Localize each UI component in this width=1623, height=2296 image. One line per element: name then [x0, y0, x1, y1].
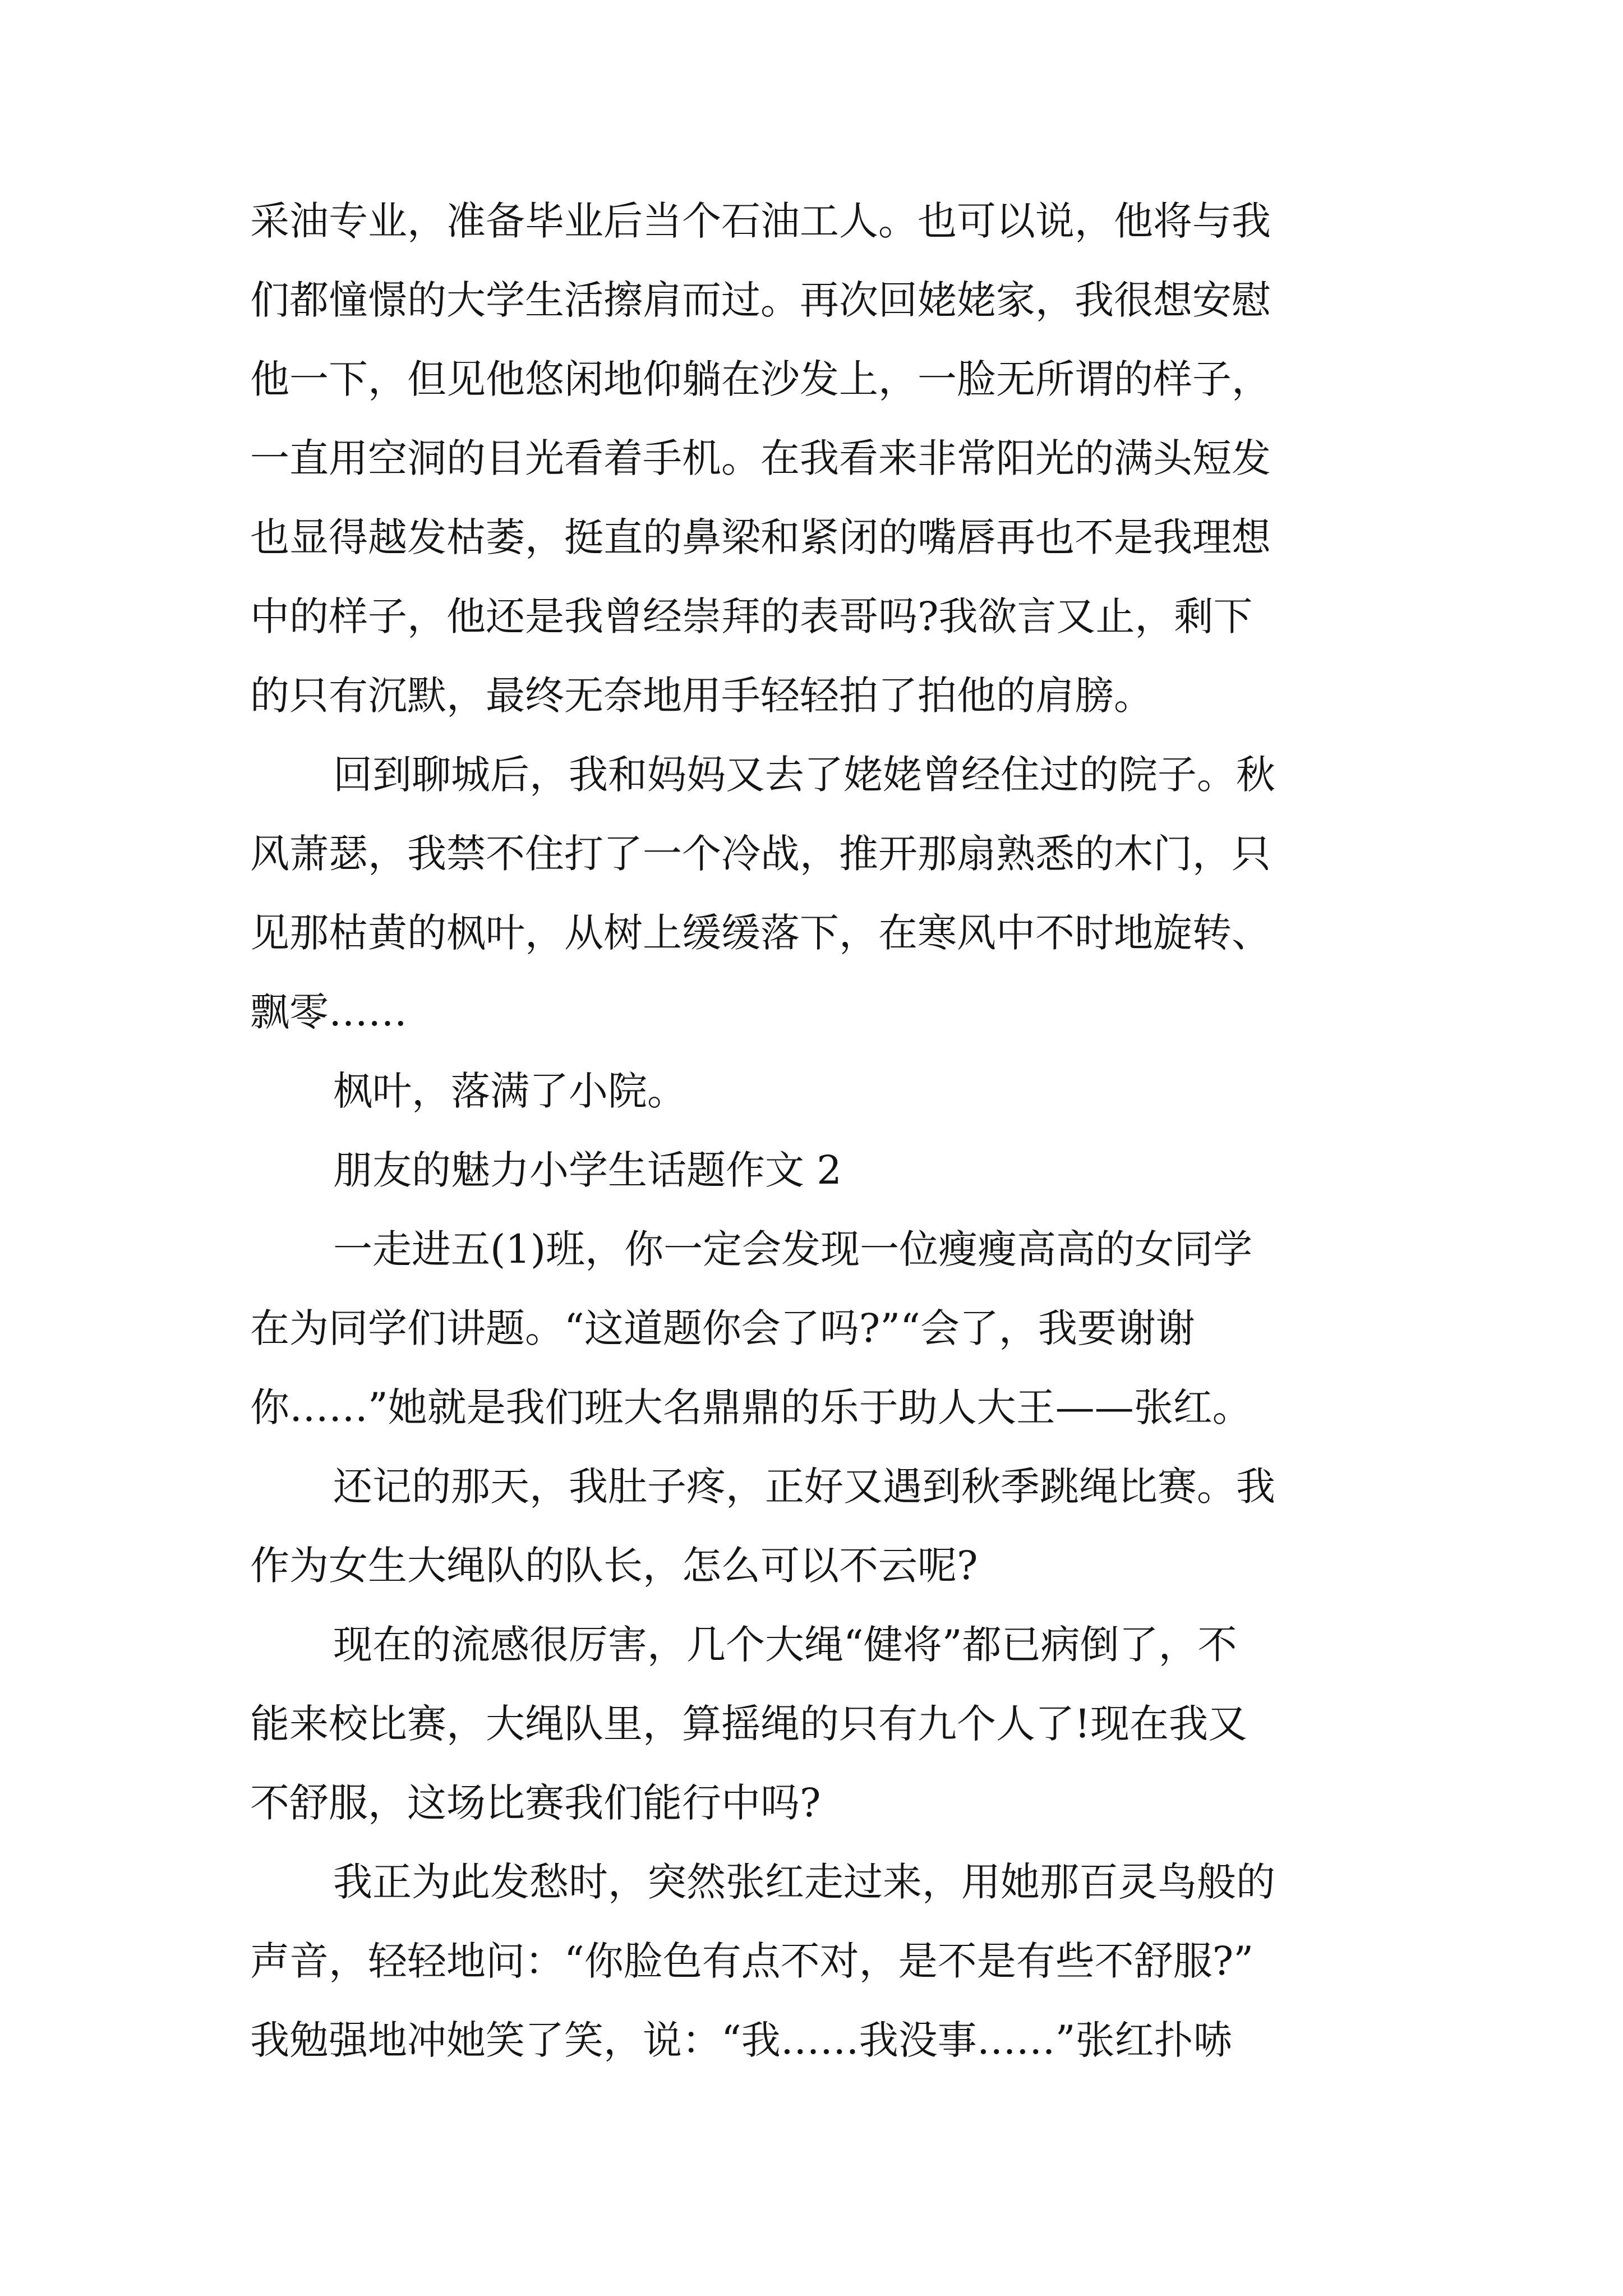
paragraph-first-line: 回到聊城后，我和妈妈又去了姥姥曾经住过的院子。秋 — [333, 752, 1275, 798]
text-line: 见那枯黄的枫叶，从树上缓缓落下，在寒风中不时地旋转、 — [250, 910, 1271, 956]
text-line: 采油专业，准备毕业后当个石油工人。也可以说，他将与我 — [250, 198, 1271, 244]
text-line: 一直用空洞的目光看着手机。在我看来非常阳光的满头短发 — [250, 435, 1271, 481]
text-line: 你……”她就是我们班大名鼎鼎的乐于助人大王——张红。 — [250, 1384, 1252, 1430]
paragraph-first-line: 还记的那天，我肚子疼，正好又遇到秋季跳绳比赛。我 — [333, 1464, 1275, 1510]
text-line: 不舒服，这场比赛我们能行中吗? — [250, 1780, 821, 1826]
text-line: 能来校比赛，大绳队里，算摇绳的只有九个人了!现在我又 — [250, 1701, 1248, 1747]
paragraph-first-line: 我正为此发愁时，突然张红走过来，用她那百灵鸟般的 — [333, 1859, 1275, 1905]
text-line: 们都憧憬的大学生活擦肩而过。再次回姥姥家，我很想安慰 — [250, 277, 1271, 323]
text-line: 我勉强地冲她笑了笑，说：“我……我没事……”张红扑哧 — [250, 2017, 1233, 2063]
paragraph-first-line: 一走进五(1)班，你一定会发现一位瘦瘦高高的女同学 — [333, 1226, 1253, 1272]
text-line: 他一下，但见他悠闲地仰躺在沙发上，一脸无所谓的样子， — [250, 356, 1271, 402]
text-line: 也显得越发枯萎，挺直的鼻梁和紧闭的嘴唇再也不是我理想 — [250, 514, 1271, 560]
section-heading: 朋友的魅力小学生话题作文 2 — [333, 1147, 842, 1193]
text-line: 风萧瑟，我禁不住打了一个冷战，推开那扇熟悉的木门，只 — [250, 831, 1271, 877]
text-line: 的只有沉默，最终无奈地用手轻轻拍了拍他的肩膀。 — [250, 673, 1153, 719]
text-line: 声音，轻轻地问：“你脸色有点不对，是不是有些不舒服?” — [250, 1938, 1254, 1984]
text-line: 中的样子，他还是我曾经崇拜的表哥吗?我欲言又止，剩下 — [250, 593, 1253, 639]
text-line: 在为同学们讲题。“这道题你会了吗?”“会了，我要谢谢 — [250, 1305, 1195, 1351]
text-line: 飘零…… — [250, 989, 407, 1035]
paragraph-first-line: 枫叶，落满了小院。 — [333, 1068, 686, 1114]
text-line: 作为女生大绳队的队长，怎么可以不云呢? — [250, 1543, 978, 1589]
paragraph-first-line: 现在的流感很厉害，几个大绳“健将”都已病倒了，不 — [333, 1622, 1237, 1668]
